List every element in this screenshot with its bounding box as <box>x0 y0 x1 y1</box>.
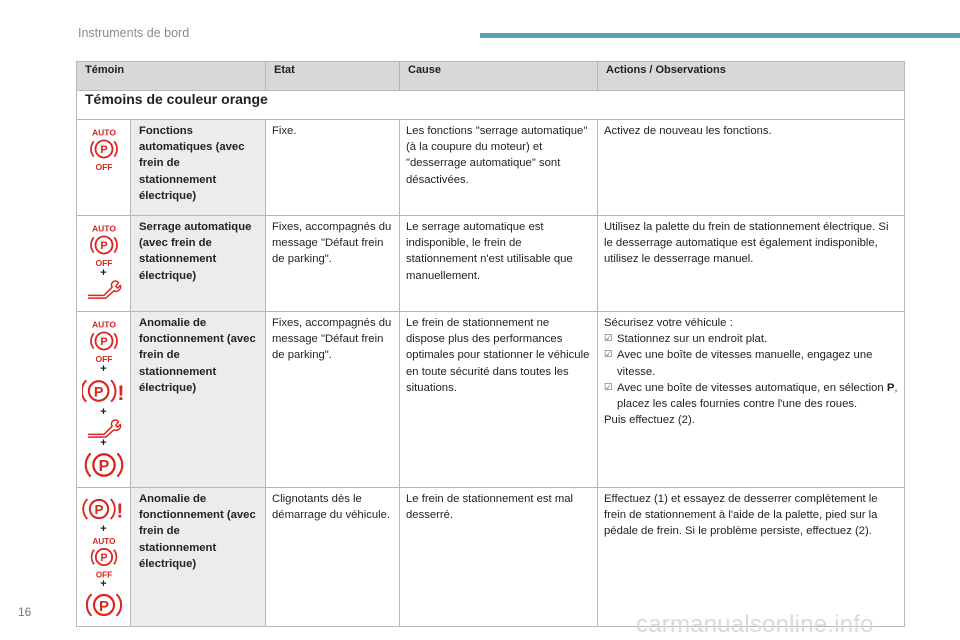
plus-sign: + <box>100 437 107 449</box>
page-number: 16 <box>18 605 32 619</box>
plus-sign: + <box>100 523 107 535</box>
indicator-icons <box>77 216 131 312</box>
action-text: Utilisez la palette du frein de stationnement électrique. Si le desserrage automatique est également indisponible, utilisez le desserrage manuel. <box>598 216 905 312</box>
section-title: Instruments de bord <box>78 26 190 40</box>
plus-sign: + <box>100 406 107 418</box>
plus-sign: + <box>100 578 107 590</box>
parking-auto-off-icon <box>87 535 121 579</box>
gear-position: P <box>886 381 895 394</box>
function-label: Fonctions automatiques (avec frein de stationnement électrique) <box>131 120 266 216</box>
cause-text: Les fonctions "serrage automatique" (à la coupure du moteur) et "desserrage automatique" sont désactivées. <box>400 120 598 216</box>
cause-text: Le frein de stationnement ne dispose plus des performances optimales pour stationner le véhicule en toute sécurité dans toutes les situations. <box>400 312 598 488</box>
wrench-icon <box>85 418 123 438</box>
watermark: carmanualsonline.info <box>636 611 874 638</box>
header-accent-bar <box>480 33 960 38</box>
table-row <box>77 488 905 627</box>
function-label: Serrage automatique (avec frein de stationnement électrique) <box>131 216 266 312</box>
column-header-etat: Etat <box>266 62 400 91</box>
table-row <box>77 216 905 312</box>
indicator-icons <box>77 312 131 488</box>
action-text: Activez de nouveau les fonctions. <box>598 120 905 216</box>
group-row <box>77 91 905 120</box>
state-text: Clignotants dès le démarrage du véhicule. <box>266 488 400 627</box>
function-label: Anomalie de fonctionnement (avec frein de stationnement électrique) <box>131 312 266 488</box>
step-text: Avec une boîte de vitesses automatique, en sélection <box>617 381 887 394</box>
parking-brake-fault-icon <box>82 494 126 524</box>
table-header-row <box>77 62 905 91</box>
parking-brake-icon <box>84 449 124 481</box>
warning-lights-table <box>76 61 905 627</box>
parking-auto-off-icon <box>87 126 121 172</box>
function-label: Anomalie de fonctionnement (avec frein de stationnement électrique) <box>131 488 266 627</box>
column-header-actions: Actions / Observations <box>598 62 905 91</box>
parking-brake-icon <box>84 590 124 620</box>
action-steps <box>604 331 898 412</box>
indicator-icons <box>77 488 131 627</box>
state-text: Fixes, accompagnés du message "Défaut frein de parking". <box>266 216 400 312</box>
table-row <box>77 312 905 488</box>
state-text: Fixe. <box>266 120 400 216</box>
cause-text: Le serrage automatique est indisponible, le frein de stationnement n'est utilisable que manuellement. <box>400 216 598 312</box>
table-row <box>77 120 905 216</box>
column-header-temoin: Témoin <box>77 62 266 91</box>
wrench-icon <box>85 279 123 299</box>
plus-sign: + <box>100 267 107 279</box>
parking-auto-off-icon <box>87 222 121 268</box>
column-header-cause: Cause <box>400 62 598 91</box>
action-cell <box>598 312 905 488</box>
parking-auto-off-icon <box>87 318 121 364</box>
group-title: Témoins de couleur orange <box>77 91 905 120</box>
plus-sign: + <box>100 363 107 375</box>
state-text: Fixes, accompagnés du message "Défaut frein de parking". <box>266 312 400 488</box>
indicator-icons <box>77 120 131 216</box>
cause-text: Le frein de stationnement est mal desserré. <box>400 488 598 627</box>
action-outro: Puis effectuez (2). <box>604 414 695 427</box>
action-step: ☑ Stationnez sur un endroit plat. <box>604 331 898 347</box>
action-intro: Sécurisez votre véhicule : <box>604 317 733 329</box>
parking-brake-fault-icon <box>82 375 126 407</box>
action-step: ☑ Avec une boîte de vitesses manuelle, engagez une vitesse. <box>604 347 898 379</box>
action-text: Effectuez (1) et essayez de desserrer complètement le frein de stationnement à l'aide de la palette, pied sur la pédale de frein. Si le problème persiste, effectuez (2). <box>598 488 905 627</box>
step-text: , placez les cales fournies contre l'une des roues. <box>617 381 898 411</box>
action-step <box>604 380 898 412</box>
